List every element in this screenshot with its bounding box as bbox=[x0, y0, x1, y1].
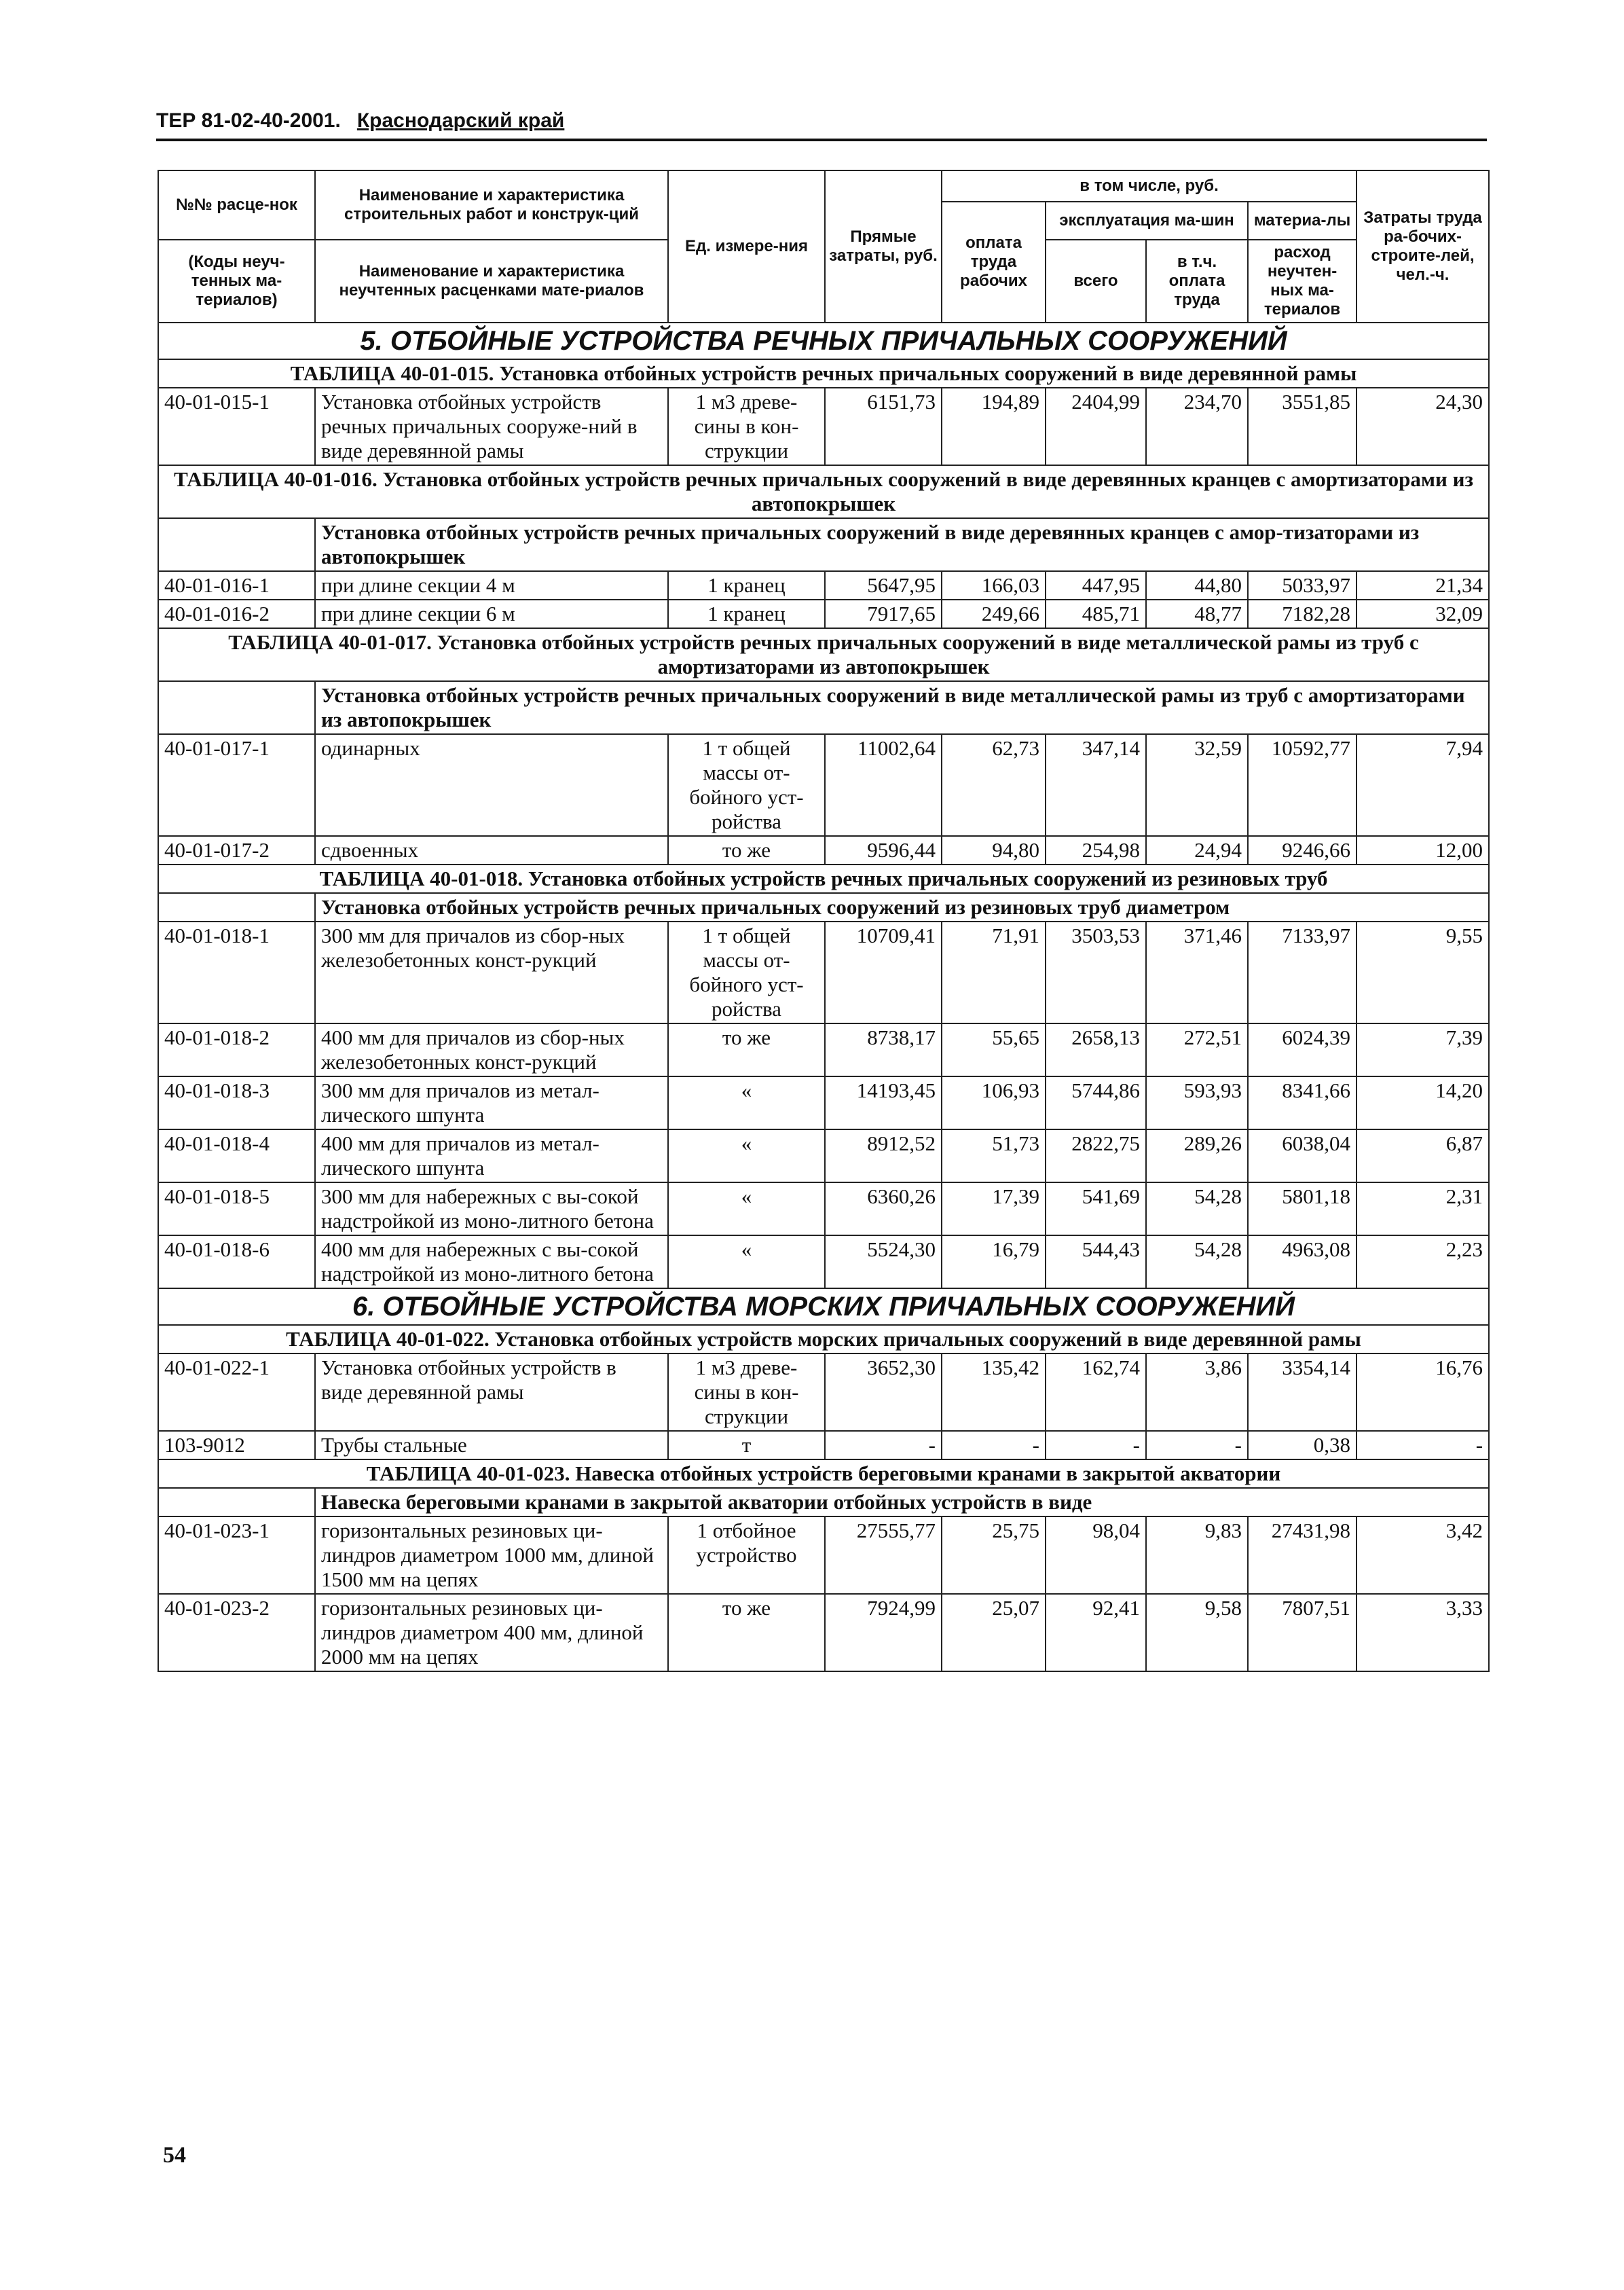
machines-labor-pay: 54,28 bbox=[1146, 1182, 1248, 1235]
machines-total: 2658,13 bbox=[1046, 1023, 1146, 1076]
section-row bbox=[158, 323, 1489, 359]
unit-of-measure: то же bbox=[668, 836, 825, 865]
table-body bbox=[158, 323, 1489, 1671]
machines-total: 162,74 bbox=[1046, 1353, 1146, 1431]
machines-total: 98,04 bbox=[1046, 1516, 1146, 1594]
table-title: ТАБЛИЦА 40-01-015. Установка отбойных устройств речных причальных сооружений в виде деревянной рамы bbox=[158, 359, 1489, 388]
machines-labor-pay: 24,94 bbox=[1146, 836, 1248, 865]
unit-of-measure: то же bbox=[668, 1594, 825, 1671]
work-name: 400 мм для набережных с вы-сокой надстройкой из моно-литного бетона bbox=[315, 1235, 668, 1288]
rate-code: 40-01-017-1 bbox=[158, 734, 315, 836]
direct-costs: 10709,41 bbox=[825, 922, 942, 1023]
materials: 8341,66 bbox=[1248, 1076, 1357, 1129]
header-including: в том числе, руб. bbox=[942, 170, 1357, 202]
table-title: ТАБЛИЦА 40-01-018. Установка отбойных устройств речных причальных сооружений из резиновых труб bbox=[158, 865, 1489, 893]
header-name-top: Наименование и характеристика строительных работ и конструк-ций bbox=[315, 170, 668, 240]
materials: 3354,14 bbox=[1248, 1353, 1357, 1431]
materials: 10592,77 bbox=[1248, 734, 1357, 836]
labor-pay: 16,79 bbox=[942, 1235, 1046, 1288]
rate-code: 40-01-018-1 bbox=[158, 922, 315, 1023]
work-name: одинарных bbox=[315, 734, 668, 836]
table-title: ТАБЛИЦА 40-01-016. Установка отбойных устройств речных причальных сооружений в виде деревянных кранцев с амортизаторами из автопокрышек bbox=[158, 465, 1489, 518]
work-name: Трубы стальные bbox=[315, 1431, 668, 1459]
table-row bbox=[158, 465, 1489, 518]
work-name: при длине секции 4 м bbox=[315, 571, 668, 600]
header-labor-hours: Затраты труда ра-бочих-строите-лей, чел.-ч. bbox=[1357, 170, 1489, 323]
machines-total: 3503,53 bbox=[1046, 922, 1146, 1023]
table-row bbox=[158, 865, 1489, 893]
machines-total: 92,41 bbox=[1046, 1594, 1146, 1671]
table-row bbox=[158, 1129, 1489, 1182]
direct-costs: - bbox=[825, 1431, 942, 1459]
machines-labor-pay: 9,83 bbox=[1146, 1516, 1248, 1594]
group-title: Навеска береговыми кранами в закрытой акватории отбойных устройств в виде bbox=[315, 1488, 1489, 1516]
header-labor-pay: оплата труда рабочих bbox=[942, 202, 1046, 323]
unit-of-measure: 1 т общей массы от-бойного уст-ройства bbox=[668, 734, 825, 836]
materials: 5033,97 bbox=[1248, 571, 1357, 600]
work-name: 300 мм для причалов из сбор-ных железобетонных конст-рукций bbox=[315, 922, 668, 1023]
rate-code: 40-01-023-2 bbox=[158, 1594, 315, 1671]
group-spacer bbox=[158, 681, 315, 734]
materials: 7133,97 bbox=[1248, 922, 1357, 1023]
labor-pay: 25,07 bbox=[942, 1594, 1046, 1671]
group-row bbox=[158, 681, 1489, 734]
direct-costs: 14193,45 bbox=[825, 1076, 942, 1129]
table-row bbox=[158, 734, 1489, 836]
labor-hours: 7,94 bbox=[1357, 734, 1489, 836]
section-title: 5. ОТБОЙНЫЕ УСТРОЙСТВА РЕЧНЫХ ПРИЧАЛЬНЫХ СООРУЖЕНИЙ bbox=[158, 323, 1489, 359]
page-header bbox=[156, 109, 1487, 141]
labor-hours: 9,55 bbox=[1357, 922, 1489, 1023]
unit-of-measure: 1 т общей массы от-бойного уст-ройства bbox=[668, 922, 825, 1023]
work-name: сдвоенных bbox=[315, 836, 668, 865]
table-title: ТАБЛИЦА 40-01-022. Установка отбойных устройств морских причальных сооружений в виде деревянной рамы bbox=[158, 1325, 1489, 1353]
labor-hours: 6,87 bbox=[1357, 1129, 1489, 1182]
header-machines: эксплуатация ма-шин bbox=[1046, 202, 1248, 240]
unit-of-measure: « bbox=[668, 1076, 825, 1129]
labor-pay: - bbox=[942, 1431, 1046, 1459]
rate-code: 40-01-018-5 bbox=[158, 1182, 315, 1235]
labor-pay: 135,42 bbox=[942, 1353, 1046, 1431]
work-name: 400 мм для причалов из метал-лического шпунта bbox=[315, 1129, 668, 1182]
table-row bbox=[158, 1459, 1489, 1488]
labor-pay: 51,73 bbox=[942, 1129, 1046, 1182]
machines-labor-pay: 54,28 bbox=[1146, 1235, 1248, 1288]
machines-labor-pay: 32,59 bbox=[1146, 734, 1248, 836]
direct-costs: 8738,17 bbox=[825, 1023, 942, 1076]
machines-total: 2404,99 bbox=[1046, 388, 1146, 465]
table-row bbox=[158, 1516, 1489, 1594]
unit-of-measure: 1 кранец bbox=[668, 571, 825, 600]
rate-code: 40-01-023-1 bbox=[158, 1516, 315, 1594]
section-title: 6. ОТБОЙНЫЕ УСТРОЙСТВА МОРСКИХ ПРИЧАЛЬНЫХ СООРУЖЕНИЙ bbox=[158, 1288, 1489, 1325]
table-row bbox=[158, 836, 1489, 865]
labor-hours: 24,30 bbox=[1357, 388, 1489, 465]
table-row bbox=[158, 1431, 1489, 1459]
unit-of-measure: « bbox=[668, 1182, 825, 1235]
machines-labor-pay: 44,80 bbox=[1146, 571, 1248, 600]
materials: 7807,51 bbox=[1248, 1594, 1357, 1671]
work-name: горизонтальных резиновых ци-линдров диаметром 1000 мм, длиной 1500 мм на цепях bbox=[315, 1516, 668, 1594]
table-row bbox=[158, 388, 1489, 465]
labor-pay: 71,91 bbox=[942, 922, 1046, 1023]
work-name: 300 мм для причалов из метал-лического шпунта bbox=[315, 1076, 668, 1129]
unit-of-measure: « bbox=[668, 1129, 825, 1182]
table-row bbox=[158, 571, 1489, 600]
table-row bbox=[158, 1076, 1489, 1129]
labor-hours: 21,34 bbox=[1357, 571, 1489, 600]
labor-pay: 94,80 bbox=[942, 836, 1046, 865]
direct-costs: 7924,99 bbox=[825, 1594, 942, 1671]
machines-labor-pay: 3,86 bbox=[1146, 1353, 1248, 1431]
group-spacer bbox=[158, 518, 315, 571]
header-name-bottom: Наименование и характеристика неучтенных расценками мате-риалов bbox=[315, 240, 668, 323]
header-code-bottom: (Коды неуч-тенных ма-териалов) bbox=[158, 240, 315, 323]
materials: 7182,28 bbox=[1248, 600, 1357, 628]
labor-hours: 2,23 bbox=[1357, 1235, 1489, 1288]
header-materials-bottom: расход неучтен-ных ма-териалов bbox=[1248, 240, 1357, 323]
machines-total: 447,95 bbox=[1046, 571, 1146, 600]
materials: 6024,39 bbox=[1248, 1023, 1357, 1076]
work-name: горизонтальных резиновых ци-линдров диаметром 400 мм, длиной 2000 мм на цепях bbox=[315, 1594, 668, 1671]
labor-pay: 17,39 bbox=[942, 1182, 1046, 1235]
direct-costs: 6151,73 bbox=[825, 388, 942, 465]
rate-code: 40-01-016-1 bbox=[158, 571, 315, 600]
table-row bbox=[158, 1353, 1489, 1431]
table-title: ТАБЛИЦА 40-01-017. Установка отбойных устройств речных причальных сооружений в виде металлической рамы из труб с амортизаторами из автопокрышек bbox=[158, 628, 1489, 681]
labor-hours: 32,09 bbox=[1357, 600, 1489, 628]
group-title: Установка отбойных устройств речных причальных сооружений в виде металлической рамы из труб с амортизаторами из автопокрышек bbox=[315, 681, 1489, 734]
machines-labor-pay: 48,77 bbox=[1146, 600, 1248, 628]
machines-total: 5744,86 bbox=[1046, 1076, 1146, 1129]
materials: 4963,08 bbox=[1248, 1235, 1357, 1288]
labor-pay: 55,65 bbox=[942, 1023, 1046, 1076]
header-code-top: №№ расце-нок bbox=[158, 170, 315, 240]
machines-total: 544,43 bbox=[1046, 1235, 1146, 1288]
labor-hours: 7,39 bbox=[1357, 1023, 1489, 1076]
rate-code: 40-01-018-2 bbox=[158, 1023, 315, 1076]
table-row bbox=[158, 1594, 1489, 1671]
machines-labor-pay: 272,51 bbox=[1146, 1023, 1248, 1076]
labor-pay: 194,89 bbox=[942, 388, 1046, 465]
materials: 27431,98 bbox=[1248, 1516, 1357, 1594]
labor-pay: 166,03 bbox=[942, 571, 1046, 600]
materials: 3551,85 bbox=[1248, 388, 1357, 465]
table-row bbox=[158, 1325, 1489, 1353]
unit-of-measure: « bbox=[668, 1235, 825, 1288]
labor-pay: 249,66 bbox=[942, 600, 1046, 628]
rate-code: 40-01-018-4 bbox=[158, 1129, 315, 1182]
materials: 5801,18 bbox=[1248, 1182, 1357, 1235]
table-row bbox=[158, 359, 1489, 388]
rate-code: 40-01-015-1 bbox=[158, 388, 315, 465]
estimate-table bbox=[158, 170, 1490, 1672]
machines-total: - bbox=[1046, 1431, 1146, 1459]
work-name: Установка отбойных устройств речных причальных сооруже-ний в виде деревянной рамы bbox=[315, 388, 668, 465]
group-row bbox=[158, 518, 1489, 571]
group-title: Установка отбойных устройств речных причальных сооружений в виде деревянных кранцев с амор-тизаторами из автопокрышек bbox=[315, 518, 1489, 571]
rate-code: 40-01-022-1 bbox=[158, 1353, 315, 1431]
table-row bbox=[158, 600, 1489, 628]
machines-total: 485,71 bbox=[1046, 600, 1146, 628]
labor-hours: 12,00 bbox=[1357, 836, 1489, 865]
machines-total: 254,98 bbox=[1046, 836, 1146, 865]
section-row bbox=[158, 1288, 1489, 1325]
labor-hours: - bbox=[1357, 1431, 1489, 1459]
machines-labor-pay: 234,70 bbox=[1146, 388, 1248, 465]
group-row bbox=[158, 893, 1489, 922]
direct-costs: 7917,65 bbox=[825, 600, 942, 628]
header-materials-top: материа-лы bbox=[1248, 202, 1357, 240]
table-row bbox=[158, 1182, 1489, 1235]
labor-hours: 2,31 bbox=[1357, 1182, 1489, 1235]
materials: 9246,66 bbox=[1248, 836, 1357, 865]
direct-costs: 9596,44 bbox=[825, 836, 942, 865]
rate-code: 103-9012 bbox=[158, 1431, 315, 1459]
header-direct-costs: Прямые затраты, руб. bbox=[825, 170, 942, 323]
unit-of-measure: 1 отбойное устройство bbox=[668, 1516, 825, 1594]
labor-hours: 3,42 bbox=[1357, 1516, 1489, 1594]
direct-costs: 3652,30 bbox=[825, 1353, 942, 1431]
work-name: 400 мм для причалов из сбор-ных железобетонных конст-рукций bbox=[315, 1023, 668, 1076]
rate-code: 40-01-016-2 bbox=[158, 600, 315, 628]
labor-hours: 3,33 bbox=[1357, 1594, 1489, 1671]
rate-code: 40-01-018-3 bbox=[158, 1076, 315, 1129]
group-spacer bbox=[158, 893, 315, 922]
labor-hours: 16,76 bbox=[1357, 1353, 1489, 1431]
machines-total: 2822,75 bbox=[1046, 1129, 1146, 1182]
table-row bbox=[158, 1023, 1489, 1076]
work-name: Установка отбойных устройств в виде деревянной рамы bbox=[315, 1353, 668, 1431]
group-row bbox=[158, 1488, 1489, 1516]
machines-labor-pay: - bbox=[1146, 1431, 1248, 1459]
group-title: Установка отбойных устройств речных причальных сооружений из резиновых труб диаметром bbox=[315, 893, 1489, 922]
table-row bbox=[158, 922, 1489, 1023]
materials: 0,38 bbox=[1248, 1431, 1357, 1459]
direct-costs: 5647,95 bbox=[825, 571, 942, 600]
labor-pay: 106,93 bbox=[942, 1076, 1046, 1129]
unit-of-measure: т bbox=[668, 1431, 825, 1459]
machines-labor-pay: 9,58 bbox=[1146, 1594, 1248, 1671]
rate-code: 40-01-018-6 bbox=[158, 1235, 315, 1288]
group-spacer bbox=[158, 1488, 315, 1516]
rate-code: 40-01-017-2 bbox=[158, 836, 315, 865]
unit-of-measure: 1 м3 древе-сины в кон-струкции bbox=[668, 1353, 825, 1431]
direct-costs: 11002,64 bbox=[825, 734, 942, 836]
labor-hours: 14,20 bbox=[1357, 1076, 1489, 1129]
machines-labor-pay: 289,26 bbox=[1146, 1129, 1248, 1182]
header-machines-total: всего bbox=[1046, 240, 1146, 323]
header-machines-labor: в т.ч. оплата труда bbox=[1146, 240, 1248, 323]
labor-pay: 62,73 bbox=[942, 734, 1046, 836]
direct-costs: 27555,77 bbox=[825, 1516, 942, 1594]
header-unit: Ед. измере-ния bbox=[668, 170, 825, 323]
machines-labor-pay: 593,93 bbox=[1146, 1076, 1248, 1129]
direct-costs: 8912,52 bbox=[825, 1129, 942, 1182]
unit-of-measure: 1 кранец bbox=[668, 600, 825, 628]
labor-pay: 25,75 bbox=[942, 1516, 1046, 1594]
materials: 6038,04 bbox=[1248, 1129, 1357, 1182]
unit-of-measure: 1 м3 древе-сины в кон-струкции bbox=[668, 388, 825, 465]
machines-labor-pay: 371,46 bbox=[1146, 922, 1248, 1023]
doc-code: ТЕР 81-02-40-2001. bbox=[156, 109, 341, 132]
direct-costs: 5524,30 bbox=[825, 1235, 942, 1288]
table-title: ТАБЛИЦА 40-01-023. Навеска отбойных устройств береговыми кранами в закрытой акватории bbox=[158, 1459, 1489, 1488]
table-row bbox=[158, 628, 1489, 681]
table-header bbox=[158, 170, 1489, 323]
region-name: Краснодарский край bbox=[356, 109, 565, 132]
unit-of-measure: то же bbox=[668, 1023, 825, 1076]
machines-total: 347,14 bbox=[1046, 734, 1146, 836]
direct-costs: 6360,26 bbox=[825, 1182, 942, 1235]
work-name: при длине секции 6 м bbox=[315, 600, 668, 628]
table-row bbox=[158, 1235, 1489, 1288]
page-number: 54 bbox=[163, 2143, 186, 2168]
machines-total: 541,69 bbox=[1046, 1182, 1146, 1235]
work-name: 300 мм для набережных с вы-сокой надстройкой из моно-литного бетона bbox=[315, 1182, 668, 1235]
